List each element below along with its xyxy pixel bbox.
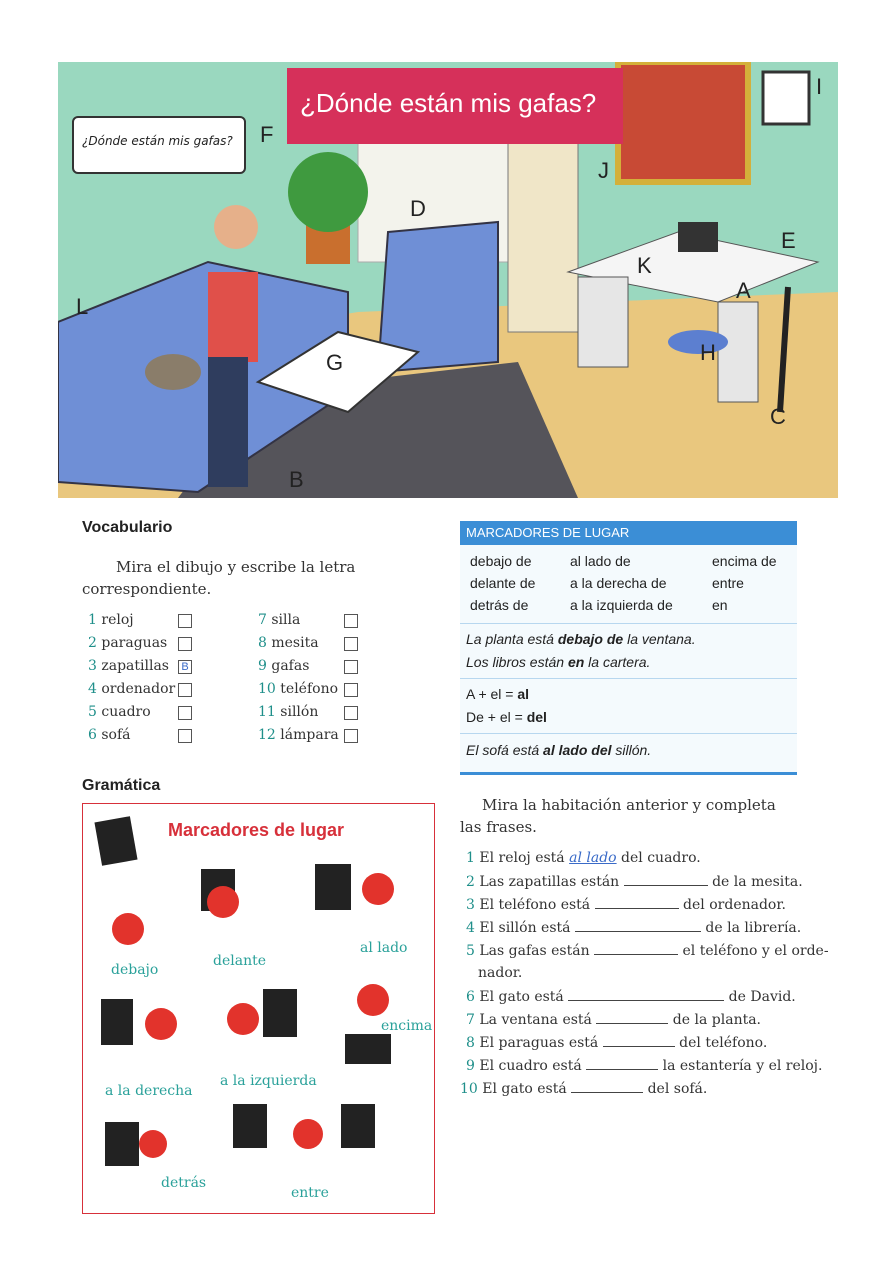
answer-field[interactable] xyxy=(596,1011,668,1024)
answer-field[interactable] xyxy=(568,988,724,1001)
vocab-item: 9 gafas xyxy=(258,658,310,674)
vocab-list-left xyxy=(88,612,175,750)
answer-checkbox[interactable] xyxy=(178,706,192,720)
exercise-line: 9 El cuadro está la estantería y el reloj. xyxy=(466,1058,823,1074)
exercise-instruction: Mira la habitación anterior y completa las frases. xyxy=(460,796,776,836)
example-1a: La planta está debajo de la ventana. xyxy=(466,631,696,647)
answer-checkbox[interactable] xyxy=(178,683,192,697)
scene-letter-g: G xyxy=(326,350,344,375)
grammar-box-title: Marcadores de lugar xyxy=(168,820,345,840)
answer-checkbox[interactable] xyxy=(344,706,358,720)
vocab-item: 1 reloj xyxy=(88,612,134,628)
exercise-line: 3 El teléfono está del ordenador. xyxy=(466,897,786,913)
marcadores-col3 xyxy=(712,553,777,619)
label-a-la-izquierda: a la izquierda xyxy=(220,1073,317,1089)
vocab-item: 6 sofá xyxy=(88,727,131,743)
marcadores-col1 xyxy=(470,553,535,619)
answer-field[interactable] xyxy=(586,1057,658,1070)
answer-field[interactable] xyxy=(603,1034,675,1047)
scene-letter-i: I xyxy=(816,74,823,99)
answer-checkbox[interactable] xyxy=(344,729,358,743)
vocab-item: 12 lámpara xyxy=(258,727,339,743)
speech-bubble-text: ¿Dónde están mis gafas? xyxy=(82,134,233,148)
vocab-item: 3 zapatillas xyxy=(88,658,169,674)
answer-checkbox[interactable] xyxy=(344,683,358,697)
vocab-list-right xyxy=(258,612,339,750)
vocab-item: 8 mesita xyxy=(258,635,319,651)
label-debajo: debajo xyxy=(111,962,159,978)
marker-item: al lado de xyxy=(570,553,631,569)
scene-letter-d: D xyxy=(410,196,426,221)
scene-letter-h: H xyxy=(700,340,716,365)
label-detras: detrás xyxy=(161,1175,207,1191)
vocab-item: 4 ordenador xyxy=(88,681,176,697)
marcadores-col2 xyxy=(570,553,673,619)
marcadores-header: MARCADORES DE LUGAR xyxy=(460,521,797,545)
marker-item: entre xyxy=(712,575,744,591)
answer-field[interactable]: al lado xyxy=(569,850,617,866)
answer-checkbox[interactable] xyxy=(344,637,358,651)
scene-letter-j: J xyxy=(598,158,609,183)
marker-item: a la derecha de xyxy=(570,575,667,591)
exercise-line: 1 El reloj está al lado del cuadro. xyxy=(466,850,701,866)
exercise-line-continuation: nador. xyxy=(478,965,523,981)
answer-field[interactable] xyxy=(594,942,678,955)
scene-letter-a: A xyxy=(736,278,751,303)
gramatica-title: Gramática xyxy=(82,777,161,794)
answer-checkbox[interactable]: B xyxy=(178,660,192,674)
page-title: ¿Dónde están mis gafas? xyxy=(300,88,597,118)
vocabulario-instruction: Mira el dibujo y escribe la letra correspondiente. xyxy=(82,558,356,598)
rule-2: De + el = del xyxy=(466,709,547,725)
exercise-line: 4 El sillón está de la librería. xyxy=(466,920,802,936)
divider xyxy=(460,678,797,679)
answer-checkbox[interactable] xyxy=(178,729,192,743)
label-delante: delante xyxy=(213,953,266,969)
label-a-la-derecha: a la derecha xyxy=(105,1083,193,1099)
vocab-item: 10 teléfono xyxy=(258,681,339,697)
exercise-line: 8 El paraguas está del teléfono. xyxy=(466,1035,768,1051)
exercise-line: 6 El gato está de David. xyxy=(466,989,796,1005)
scene-letter-c: C xyxy=(770,404,786,429)
example-2: El sofá está al lado del sillón. xyxy=(466,742,652,758)
grammar-box xyxy=(82,803,435,1214)
vocab-item: 2 paraguas xyxy=(88,635,168,651)
scene-letter-b: B xyxy=(289,467,304,492)
label-encima: encima xyxy=(381,1018,433,1034)
scene-letter-f: F xyxy=(260,122,274,147)
marker-item: delante de xyxy=(470,575,536,591)
rule-1: A + el = al xyxy=(466,686,530,702)
divider xyxy=(460,623,797,624)
answer-checkbox[interactable] xyxy=(344,614,358,628)
answer-field[interactable] xyxy=(575,919,701,932)
label-entre: entre xyxy=(291,1185,329,1201)
answer-field[interactable] xyxy=(624,873,708,886)
scene-letter-l: L xyxy=(76,294,89,319)
marker-item: en xyxy=(712,597,728,613)
exercise-line: 10 El gato está del sofá. xyxy=(460,1081,708,1097)
label-al-lado: al lado xyxy=(360,940,408,956)
scene-letter-k: K xyxy=(637,253,652,278)
marker-item: a la izquierda de xyxy=(570,597,673,613)
divider xyxy=(460,733,797,734)
vocab-item: 7 silla xyxy=(258,612,301,628)
answer-field[interactable] xyxy=(595,896,679,909)
exercise-line: 7 La ventana está de la planta. xyxy=(466,1012,762,1028)
speech-bubble xyxy=(72,116,246,174)
answer-checkbox[interactable] xyxy=(178,637,192,651)
marker-item: encima de xyxy=(712,553,777,569)
vocab-item: 5 cuadro xyxy=(88,704,151,720)
answer-checkbox[interactable] xyxy=(178,614,192,628)
answer-field[interactable] xyxy=(571,1080,643,1093)
marker-item: debajo de xyxy=(470,553,532,569)
marker-item: detrás de xyxy=(470,597,529,613)
vocab-boxes-left xyxy=(178,614,192,752)
exercise-line: 5 Las gafas están el teléfono y el orde- xyxy=(466,943,829,959)
exercise-line: 2 Las zapatillas están de la mesita. xyxy=(466,874,803,890)
vocabulario-title: Vocabulario xyxy=(82,519,173,536)
answer-checkbox[interactable] xyxy=(344,660,358,674)
vocab-boxes-right xyxy=(344,614,358,752)
scene-letter-e: E xyxy=(781,228,796,253)
vocab-item: 11 sillón xyxy=(258,704,319,720)
example-1b: Los libros están en la cartera. xyxy=(466,654,651,670)
grammar-figures xyxy=(83,804,434,1213)
